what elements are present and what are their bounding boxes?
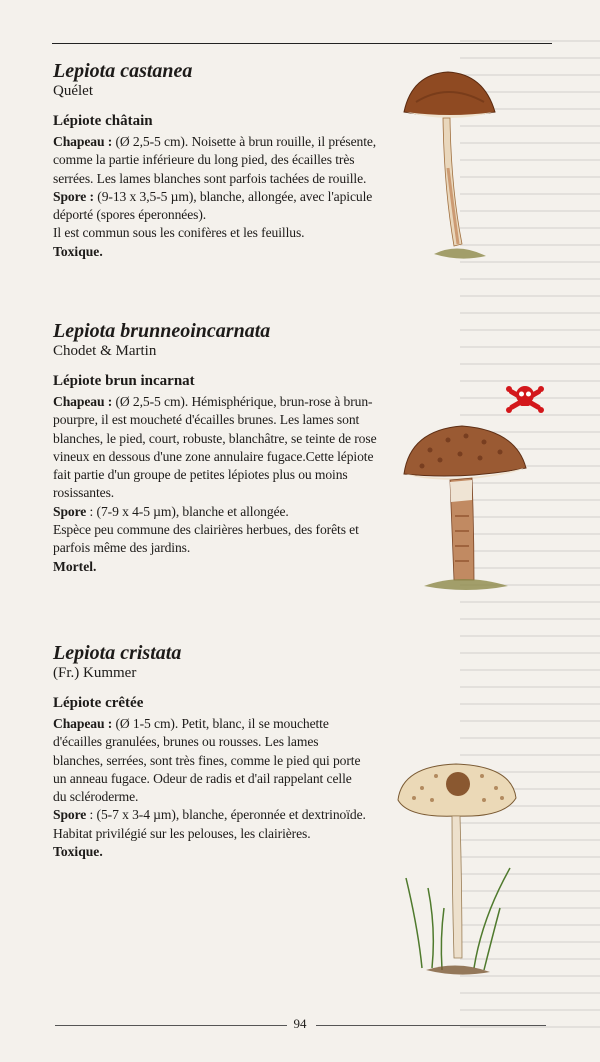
cap-label: Chapeau : <box>53 394 113 409</box>
common-name: Lépiote brun incarnat <box>53 373 195 389</box>
cap-label: Chapeau : <box>53 716 113 731</box>
lepiota-castanea-illustration <box>398 68 502 268</box>
cap-text: (Ø 2,5-5 cm). Hémisphérique, brun-rose à brun-pourpre, il est moucheté d'écailles brunes. Les lames sont blanches, le pied, court, robuste, blanchâtre, se teinte de rose vineux en dessous d'une zone annulaire fugace.Cette lépiote fait partie d'un groupe de petites lépiotes plus ou moins rosissantes. <box>53 394 377 501</box>
common-name: Lépiote crêtée <box>53 695 144 711</box>
habitat-text: Habitat privilégié sur les pelouses, les clairières. <box>53 825 311 841</box>
spore-text: (9-13 x 3,5-5 µm), blanche, allongée, avec l'apicule déporté (spores éperonnées). <box>53 188 373 223</box>
scientific-name: Lepiota brunneoincarnata <box>53 320 271 342</box>
description <box>53 133 393 243</box>
author: Chodet & Martin <box>53 343 157 359</box>
spore-text: : (7-9 x 4-5 µm), blanche et allongée. <box>86 503 289 519</box>
page-number: 94 <box>293 1016 307 1031</box>
description <box>53 393 393 558</box>
author: (Fr.) Kummer <box>53 665 137 681</box>
lepiota-brunneoincarnata-illustration <box>400 420 530 598</box>
habitat-text: Espèce peu commune des clairières herbues, des forêts et parfois même des jardins. <box>53 522 359 556</box>
description <box>53 715 368 843</box>
toxicity: Toxique. <box>53 243 103 259</box>
toxicity: Mortel. <box>53 558 97 574</box>
spore-label: Spore : <box>53 188 94 204</box>
toxicity: Toxique. <box>53 844 103 860</box>
cap-text: (Ø 2,5-5 cm). Noisette à brun rouille, il présente, comme la partie inférieure du long pied, des écailles très serrées. Les lames blanches sont parfois tachées de rouille. <box>53 134 377 186</box>
spore-label: Spore <box>53 503 87 519</box>
skull-crossbones-icon <box>505 382 545 416</box>
lepiota-cristata-illustration <box>392 758 520 982</box>
entry-lepiota-cristata <box>53 642 393 861</box>
top-rule <box>52 43 552 44</box>
common-name: Lépiote châtain <box>53 113 153 129</box>
habitat-text: Il est commun sous les conifères et les feuillus. <box>53 225 305 241</box>
scientific-name: Lepiota castanea <box>53 60 193 82</box>
spore-text: : (5-7 x 3-4 µm), blanche, éperonnée et dextrinoïde. <box>86 807 366 823</box>
cap-label: Chapeau : <box>53 134 113 149</box>
cap-text: (Ø 1-5 cm). Petit, blanc, il se mouchette d'écailles granulées, brunes ou rousses. Les lames blanches, serrées, sont très fines, comme le pied qui porte un anneau fugace. Odeur de radis et d'ail rappelant celle du scléroderme. <box>53 716 361 805</box>
entry-lepiota-castanea <box>53 60 393 261</box>
entry-lepiota-brunneoincarnata <box>53 320 393 576</box>
scientific-name: Lepiota cristata <box>53 642 182 664</box>
spore-label: Spore <box>53 807 87 823</box>
author: Quélet <box>53 83 93 99</box>
